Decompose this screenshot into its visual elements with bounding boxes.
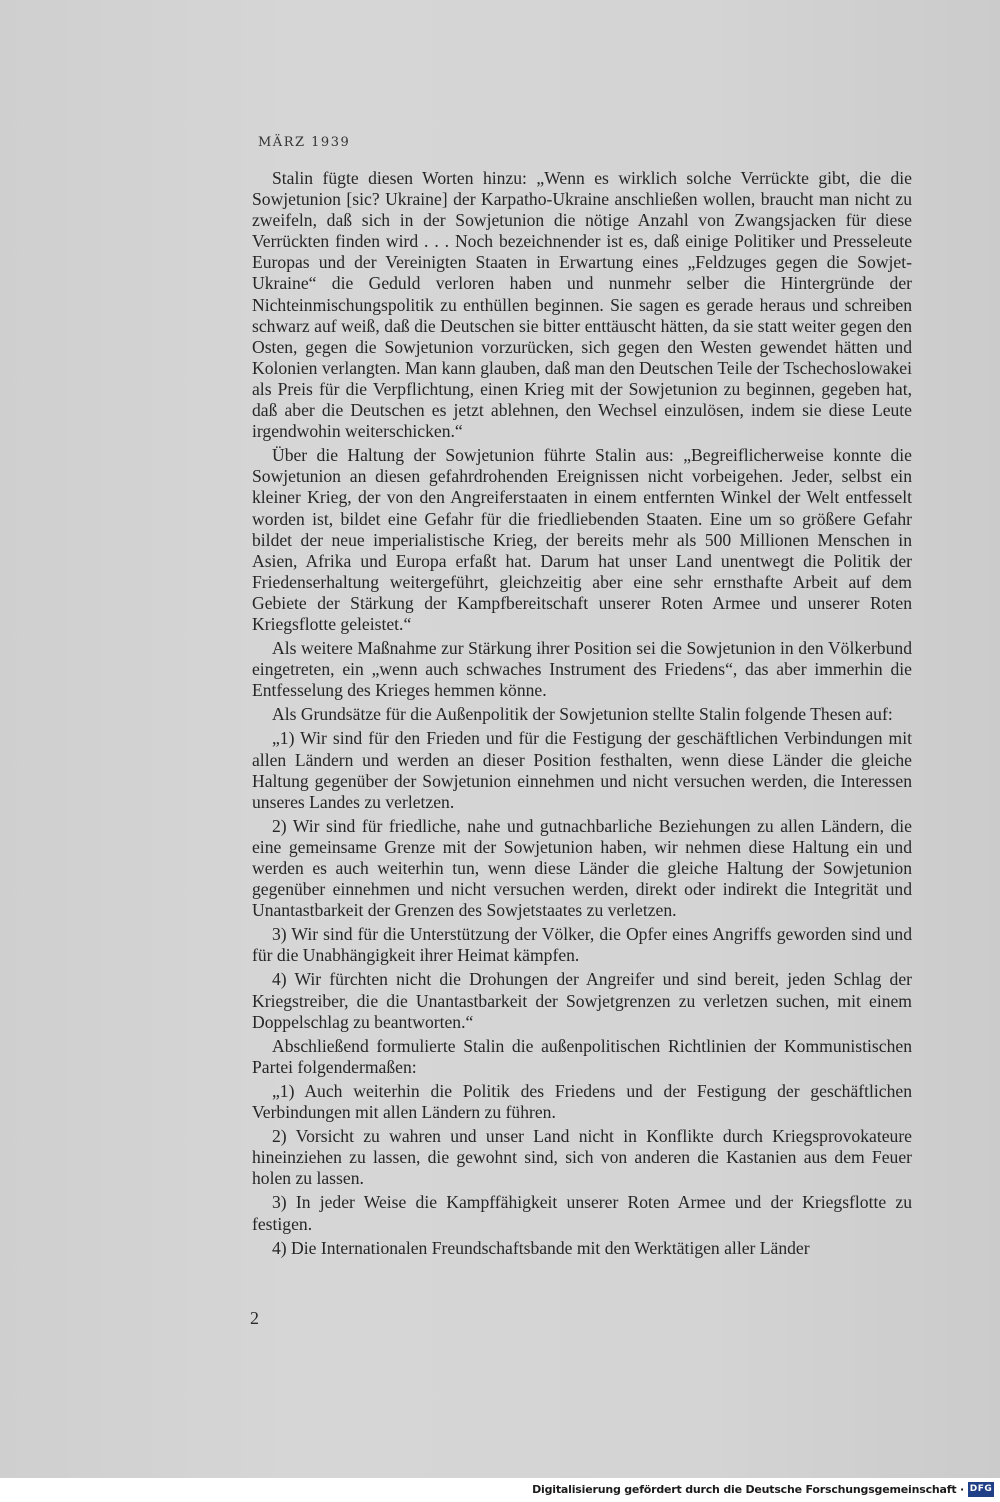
paragraph: Abschließend formulierte Stalin die außenpolitischen Richtlinien der Kommunistischen Partei folgendermaßen: [252, 1035, 912, 1077]
paragraph: 3) In jeder Weise die Kampffähigkeit unserer Roten Armee und der Kriegsflotte zu festigen. [252, 1192, 912, 1234]
dfg-logo-icon: DFG [968, 1482, 994, 1497]
paragraph: Als Grundsätze für die Außenpolitik der Sowjetunion stellte Stalin folgende Thesen auf: [272, 704, 893, 725]
paragraph: 2) Wir sind für friedliche, nahe und gutnachbarliche Beziehungen zu allen Ländern, die eine gemeinsame Grenze mit der Sowjetunion haben, wir nehmen diese Haltung ein und werden es auch weiterhin tun, wenn diese Länder die gleiche Haltung der Sowjetunion gegenüber einnehmen und nicht versuchen werden, direkt oder indirekt die Integrität und Unantastbarkeit der Grenzen des Sowjetstaates zu verletzen. [252, 815, 912, 921]
paragraph: „1) Wir sind für den Frieden und für die Festigung der geschäftlichen Verbindungen mit allen Ländern und werden an dieser Position festhalten, wenn diese Länder die gleiche Haltung gegenüber der Sowjetunion einnehmen und nicht versuchen werden, die Interessen unseres Landes zu verletzen. [252, 728, 912, 812]
paragraph: Als weitere Maßnahme zur Stärkung ihrer Position sei die Sowjetunion in den Völkerbund eingetreten, ein „wenn auch schwaches Instrument des Friedens“, das aber immerhin die Entfesselung des Krieges hemmen könne. [252, 638, 912, 701]
paragraph: Stalin fügte diesen Worten hinzu: „Wenn es wirklich solche Verrückte gibt, die die Sowjetunion [sic? Ukraine] der Karpatho-Ukraine anschließen wollen, braucht man nicht zu zweifeln, daß sich in der Sowjetunion die nötige Anzahl von Zwangsjacken für diese Verrückten finden wird . . . Noch bezeichnender ist es, daß einige Politiker und Presseleute Europas und der Vereinigten Staaten in Erwartung eines „Feldzuges gegen die Sowjet-Ukraine“ die Geduld verloren haben und nunmehr selber die Hintergründe der Nichteinmischungspolitik zu enthüllen beginnen. Sie sagen es gerade heraus und schreiben schwarz auf weiß, daß die Deutschen sie bitter enttäuscht hätten, da sie statt weiter gegen den Osten, gegen die Sowjetunion vorzurücken, sich gegen den Westen gewendet hätten und Kolonien verlangten. Man kann glauben, daß man den Deutschen Teile der Tschechoslowakei als Preis für die Verpflichtung, einen Krieg mit der Sowjetunion zu beginnen, gegeben hat, daß aber die Deutschen es jetzt ablehnen, den Wechsel einzulösen, indem sie diese Leute irgendwohin weiterschicken.“ [252, 168, 912, 442]
paragraph: 4) Die Internationalen Freundschaftsbande mit den Werktätigen aller Länder [272, 1237, 810, 1258]
paragraph: 3) Wir sind für die Unterstützung der Völker, die Opfer eines Angriffs geworden sind und für die Unabhängigkeit ihrer Heimat kämpfen. [252, 924, 912, 966]
paragraph: 4) Wir fürchten nicht die Drohungen der Angreifer und sind bereit, jeden Schlag der Kriegstreiber, die die Unantastbarkeit der Sowjetgrenzen zu verletzen suchen, mit einem Doppelschlag zu beantworten.“ [252, 969, 912, 1032]
paragraph: 2) Vorsicht zu wahren und unser Land nicht in Konflikte durch Kriegsprovokateure hineinziehen zu lassen, die gewohnt sind, sich von anderen die Kastanien aus dem Feuer holen zu lassen. [252, 1126, 912, 1189]
paragraph: Über die Haltung der Sowjetunion führte Stalin aus: „Begreiflicherweise konnte die Sowjetunion an diesen gefahrdrohenden Ereignissen nicht vorbeigehen. Jeder, selbst ein kleiner Krieg, der von den Angreiferstaaten in einem entfernten Winkel der Welt entfesselt worden ist, bildet eine Gefahr für die friedliebenden Staaten. Eine um so größere Gefahr bildet der neue imperialistische Krieg, der bereits mehr als 500 Millionen Menschen in Asien, Afrika und Europa erfaßt hat. Darum hat unser Land unentwegt die Politik der Friedenserhaltung weitergeführt, gleichzeitig aber eine sehr ernsthafte Arbeit auf dem Gebiete der Stärkung der Kampfbereitschaft unserer Roten Armee und unserer Roten Kriegsflotte geleistet.“ [252, 445, 912, 634]
paragraph: „1) Auch weiterhin die Politik des Friedens und der Festigung der geschäftlichen Verbindungen mit allen Ländern zu führen. [252, 1080, 912, 1123]
body-text [252, 168, 912, 1259]
footer-credit: Digitalisierung gefördert durch die Deutsche Forschungsgemeinschaft · [532, 1483, 964, 1496]
running-head: MÄRZ 1939 [258, 135, 351, 150]
page-number: 2 [250, 1308, 259, 1328]
